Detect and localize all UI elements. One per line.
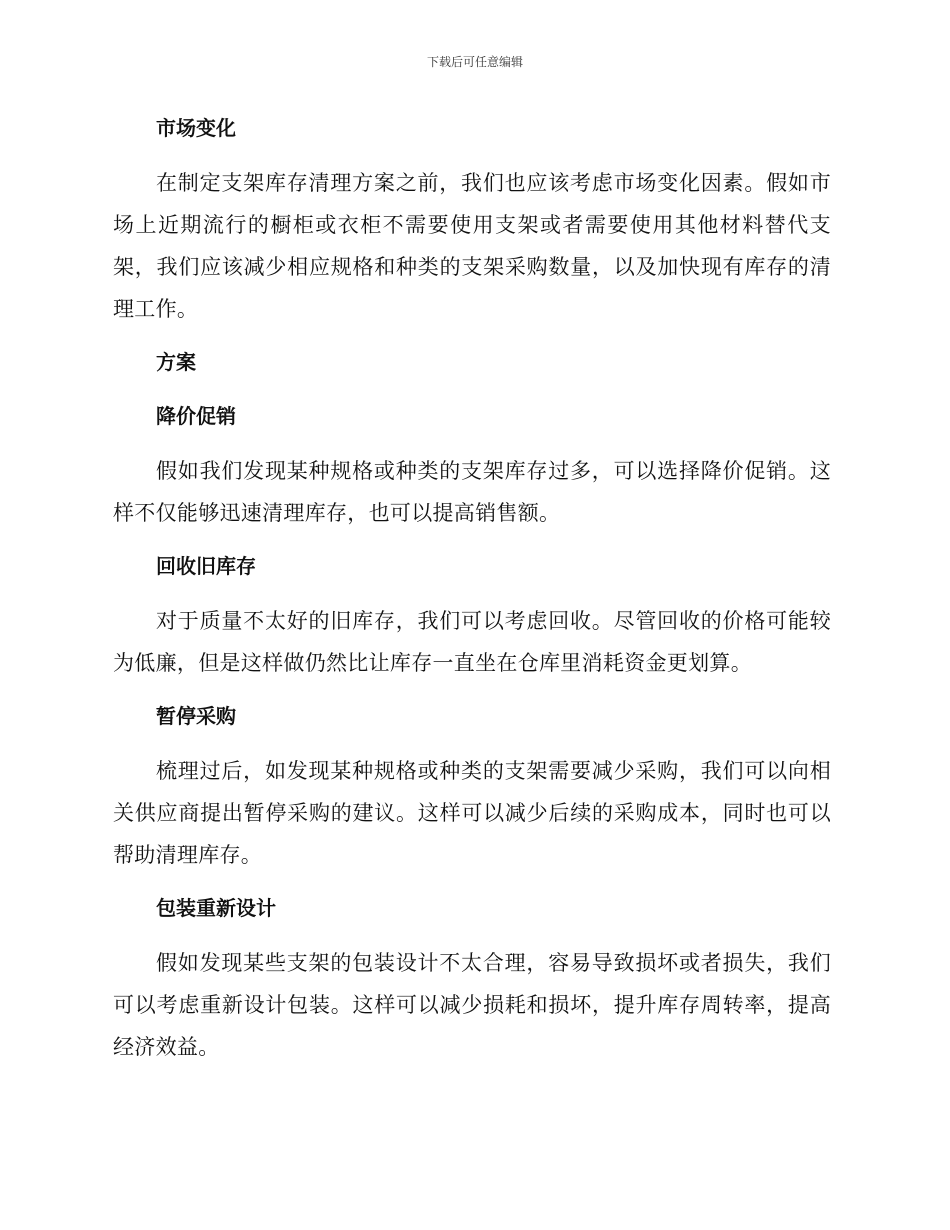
section-paragraph-price-promotion: 假如我们发现某种规格或种类的支架库存过多，可以选择降价促销。这样不仅能够迅速清理库存，也可以提高销售额。 <box>113 459 831 525</box>
section-heading-price-promotion: 降价促销 <box>156 404 236 428</box>
section-heading-packaging-redesign: 包装重新设计 <box>156 896 276 920</box>
section-heading-plan: 方案 <box>156 350 196 374</box>
document-body <box>113 108 831 1080</box>
section-heading-market-change: 市场变化 <box>156 116 236 140</box>
section-paragraph-market-change: 在制定支架库存清理方案之前，我们也应该考虑市场变化因素。假如市场上近期流行的橱柜或衣柜不需要使用支架或者需要使用其他材料替代支架，我们应该减少相应规格和种类的支架采购数量，以及加快现有库存的清理工作。 <box>113 171 831 321</box>
section-paragraph-recycle-old-stock: 对于质量不太好的旧库存，我们可以考虑回收。尽管回收的价格可能较为低廉，但是这样做仍然比让库存一直坐在仓库里消耗资金更划算。 <box>113 609 831 675</box>
section-heading-pause-purchasing: 暂停采购 <box>156 704 236 728</box>
section-paragraph-pause-purchasing: 梳理过后，如发现某种规格或种类的支架需要减少采购，我们可以向相关供应商提出暂停采购的建议。这样可以减少后续的采购成本，同时也可以帮助清理库存。 <box>113 759 831 867</box>
page-header: 下载后可任意编辑 <box>426 55 523 69</box>
section-heading-recycle-old-stock: 回收旧库存 <box>156 554 256 578</box>
section-paragraph-packaging-redesign: 假如发现某些支架的包装设计不太合理，容易导致损坏或者损失，我们可以考虑重新设计包装。这样可以减少损耗和损坏，提升库存周转率，提高经济效益。 <box>113 951 831 1059</box>
